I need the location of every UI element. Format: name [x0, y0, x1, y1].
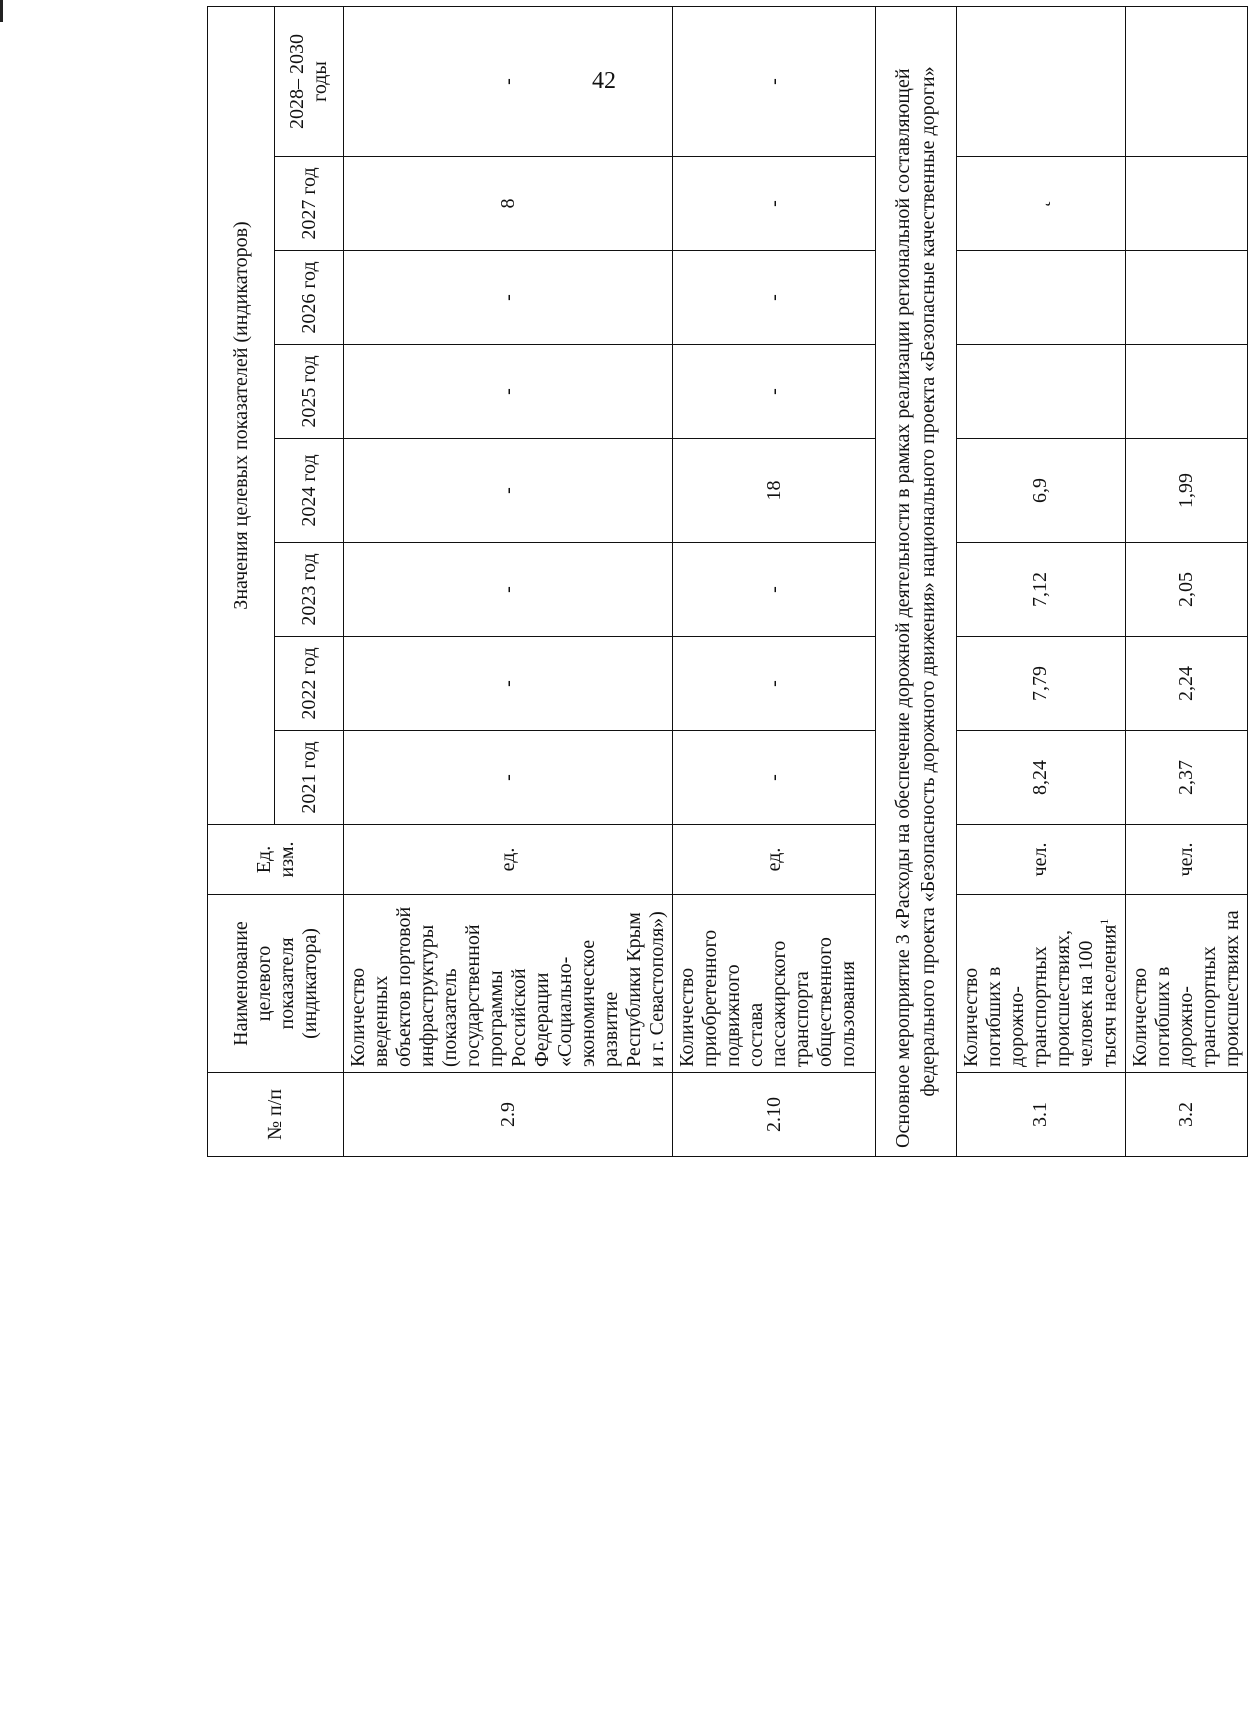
- row-unit: ед.: [673, 825, 876, 895]
- row-num: 2.10: [673, 1073, 876, 1157]
- row-value: -: [673, 637, 876, 731]
- header-year-2025: 2025 год: [275, 345, 344, 439]
- section-row: [876, 6, 957, 1156]
- row-value: -: [344, 439, 673, 543]
- row-value: -: [673, 731, 876, 825]
- header-num: № п/п: [208, 1073, 344, 1157]
- header-year-2028-2030: 2028– 2030 годы: [275, 6, 344, 156]
- row-name: Количество введенных объектов портовой инфраструктуры (показатель государственной программы Российской Федерации «Социально-экономическое развитие Республики Крым и г. Севастополя»): [344, 895, 673, 1073]
- header-year-2024: 2024 год: [275, 439, 344, 543]
- row-value: -: [344, 543, 673, 637]
- row-value: 18: [673, 439, 876, 543]
- section-title: [876, 6, 957, 1156]
- table-row: [673, 6, 876, 1156]
- indicators-table: [207, 6, 1248, 1157]
- scan-edge-mark: [0, 0, 3, 22]
- row-value: [957, 345, 1126, 439]
- row-name: Количество погибших в дорожно-транспортных происшествиях на: [1125, 895, 1247, 1073]
- footnote-marker: 1: [1097, 918, 1111, 925]
- row-value: 7,12: [957, 543, 1126, 637]
- page-number: 42: [592, 68, 616, 94]
- row-name-cell: [957, 895, 1126, 1073]
- header-values-group: Значения целевых показателей (индикаторов): [208, 6, 275, 824]
- table-frame: [207, 34, 1243, 1157]
- row-unit: ед.: [344, 825, 673, 895]
- row-value: -: [344, 251, 673, 345]
- row-value: 2,37: [1125, 731, 1247, 825]
- row-value: -: [673, 157, 876, 251]
- row-value: 1,99: [1125, 439, 1247, 543]
- row-value: ˛: [957, 157, 1126, 251]
- row-value: 8,24: [957, 731, 1126, 825]
- row-value: 8: [344, 157, 673, 251]
- row-value: [957, 251, 1126, 345]
- row-value: [1125, 251, 1247, 345]
- row-unit: чел.: [1125, 825, 1247, 895]
- row-value: 2,24: [1125, 637, 1247, 731]
- row-name: Количество приобретенного подвижного состава пассажирского транспорта общественного пользования: [673, 895, 876, 1073]
- row-value: -: [673, 345, 876, 439]
- row-name: Количество погибших в дорожно-транспортных происшествиях, человек на 100 тысяч населения: [960, 924, 1121, 1067]
- row-value: -: [673, 6, 876, 156]
- header-unit: Ед. изм.: [208, 825, 344, 895]
- row-value: 7,79: [957, 637, 1126, 731]
- row-value: -: [673, 251, 876, 345]
- header-year-2022: 2022 год: [275, 637, 344, 731]
- row-value: [1125, 157, 1247, 251]
- row-num: 3.2: [1125, 1073, 1247, 1157]
- row-value: [957, 6, 1126, 156]
- header-year-2021: 2021 год: [275, 731, 344, 825]
- row-value: -: [344, 6, 673, 156]
- header-year-2023: 2023 год: [275, 543, 344, 637]
- section-title-line-2: федерального проекта «Безопасность дорожного движения» национального проекта «Безопасные качественные дороги»: [917, 66, 939, 1097]
- row-value: -: [344, 731, 673, 825]
- row-num: 3.1: [957, 1073, 1126, 1157]
- row-num: 2.9: [344, 1073, 673, 1157]
- header-year-2026: 2026 год: [275, 251, 344, 345]
- row-value: 6,9: [957, 439, 1126, 543]
- table-row: [344, 6, 673, 1156]
- row-value: -: [344, 637, 673, 731]
- row-value: [1125, 345, 1247, 439]
- row-unit: чел.: [957, 825, 1126, 895]
- section-title-line-1: Основное мероприятие 3 «Расходы на обеспечение дорожной деятельности в рамках реализации региональной составляющей: [892, 68, 914, 1148]
- header-year-2027: 2027 год: [275, 157, 344, 251]
- rotated-table-container: [207, 34, 1243, 1157]
- header-row-1: [208, 6, 275, 1156]
- table-row: [1125, 6, 1247, 1156]
- table-row: [957, 6, 1126, 1156]
- row-value: [1125, 6, 1247, 156]
- row-value: -: [344, 345, 673, 439]
- row-value: 2,05: [1125, 543, 1247, 637]
- header-name: Наименование целевого показателя (индикатора): [208, 895, 344, 1073]
- row-value: -: [673, 543, 876, 637]
